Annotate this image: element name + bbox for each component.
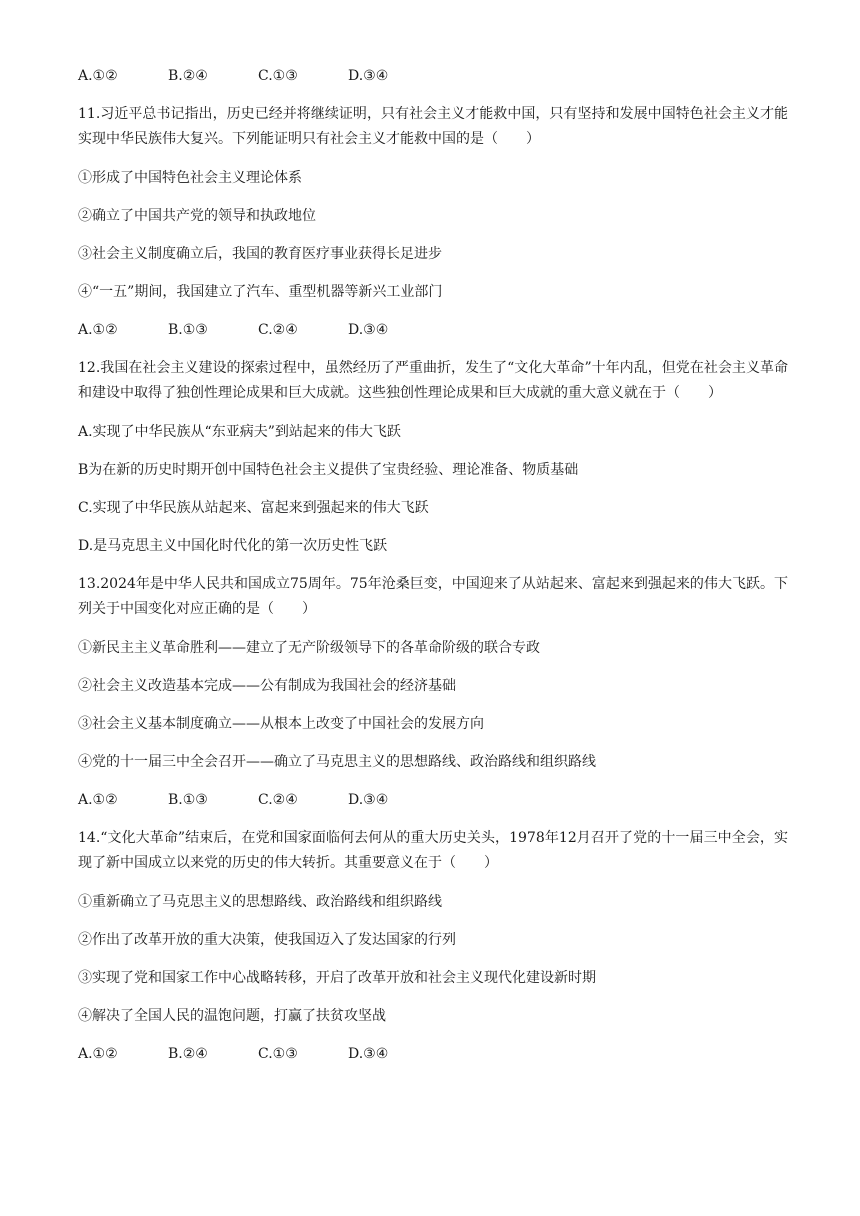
q14-options [78, 1042, 788, 1066]
q10-option-b: B.②④ [168, 68, 208, 84]
q13-item-4: ④党的十一届三中全会召开——确立了马克思主义的思想路线、政治路线和组织路线 [78, 754, 596, 770]
q11-option-d: D.③④ [348, 322, 389, 338]
q11-item-3: ③社会主义制度确立后，我国的教育医疗事业获得长足进步 [78, 246, 442, 262]
q11-item-2: ②确立了中国共产党的领导和执政地位 [78, 208, 316, 224]
q11-option-b: B.①③ [168, 322, 208, 338]
q12-choice-d: D.是马克思主义中国化时代化的第一次历史性飞跃 [78, 538, 388, 554]
exam-page [78, 64, 788, 1066]
q10-option-d: D.③④ [348, 68, 389, 84]
q10-option-a: A.①② [78, 68, 118, 84]
q11-item-1: ①形成了中国特色社会主义理论体系 [78, 170, 302, 186]
q14-item-1: ①重新确立了马克思主义的思想路线、政治路线和组织路线 [78, 894, 442, 910]
q14-item-3: ③实现了党和国家工作中心战略转移，开启了改革开放和社会主义现代化建设新时期 [78, 970, 596, 986]
q14-option-c: C.①③ [258, 1046, 298, 1062]
q11-option-c: C.②④ [258, 322, 298, 338]
q14-option-a: A.①② [78, 1046, 118, 1062]
q14-item-2: ②作出了改革开放的重大决策，使我国迈入了发达国家的行列 [78, 932, 456, 948]
q13-option-d: D.③④ [348, 792, 389, 808]
q14-item-4: ④解决了全国人民的温饱问题，打赢了扶贫攻坚战 [78, 1008, 386, 1024]
q12-stem: 12.我国在社会主义建设的探索过程中，虽然经历了严重曲折，发生了“文化大革命”十年内乱，但党在社会主义革命和建设中取得了独创性理论成果和巨大成就。这些独创性理论成果和巨大成就的重大意义就在于（ ） [78, 360, 788, 401]
q12-choice-a: A.实现了中华民族从“东亚病夫”到站起来的伟大飞跃 [78, 424, 401, 440]
q13-item-1: ①新民主主义革命胜利——建立了无产阶级领导下的各革命阶级的联合专政 [78, 640, 540, 656]
q13-item-2: ②社会主义改造基本完成——公有制成为我国社会的经济基础 [78, 678, 456, 694]
q11-stem: 11.习近平总书记指出，历史已经并将继续证明，只有社会主义才能救中国，只有坚持和发展中国特色社会主义才能实现中华民族伟大复兴。下列能证明只有社会主义才能救中国的是（ ） [78, 106, 788, 147]
q11-option-a: A.①② [78, 322, 118, 338]
q13-item-3: ③社会主义基本制度确立——从根本上改变了中国社会的发展方向 [78, 716, 484, 732]
q11-options [78, 318, 788, 342]
q12-choice-c: C.实现了中华民族从站起来、富起来到强起来的伟大飞跃 [78, 500, 429, 516]
q10-option-c: C.①③ [258, 68, 298, 84]
q13-option-a: A.①② [78, 792, 118, 808]
q13-options [78, 788, 788, 812]
q13-stem: 13.2024年是中华人民共和国成立75周年。75年沧桑巨变，中国迎来了从站起来、富起来到强起来的伟大飞跃。下列关于中国变化对应正确的是（ ） [78, 576, 788, 617]
q12-choice-b: B为在新的历史时期开创中国特色社会主义提供了宝贵经验、理论准备、物质基础 [78, 462, 579, 478]
q14-option-d: D.③④ [348, 1046, 389, 1062]
q13-option-c: C.②④ [258, 792, 298, 808]
q14-stem: 14.“文化大革命”结束后，在党和国家面临何去何从的重大历史关头，1978年12月召开了党的十一届三中全会，实现了新中国成立以来党的历史的伟大转折。其重要意义在于（ ） [78, 830, 788, 871]
q10-options [78, 64, 788, 88]
q13-option-b: B.①③ [168, 792, 208, 808]
q11-item-4: ④“一五”期间，我国建立了汽车、重型机器等新兴工业部门 [78, 284, 443, 300]
q14-option-b: B.②④ [168, 1046, 208, 1062]
